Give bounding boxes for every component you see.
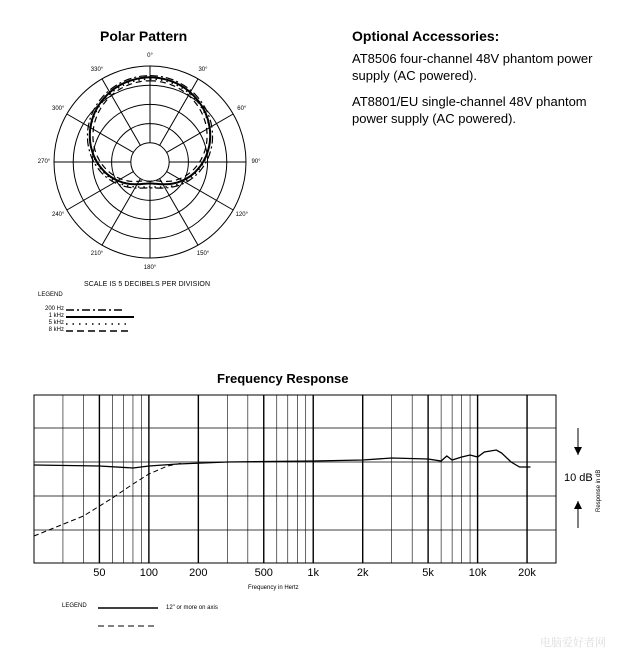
scale-arrow-down-icon	[574, 447, 582, 455]
x-tick-label: 200	[189, 567, 208, 579]
x-tick-label: 100	[139, 567, 159, 579]
response-curve-solid	[34, 450, 531, 468]
frequency-legend-title: LEGEND	[62, 603, 87, 609]
polar-legend-1khz-label: 1 kHz	[48, 313, 64, 319]
polar-angle-label: 330°	[90, 67, 104, 74]
polar-angle-label: 30°	[198, 67, 208, 74]
polar-angle-label: 210°	[90, 250, 104, 257]
polar-angle-label: 240°	[51, 212, 65, 218]
polar-legend-200hz-label: 200 Hz	[44, 306, 64, 312]
polar-angle-label: 120°	[235, 212, 249, 218]
polar-angle-label: 90°	[251, 159, 261, 165]
y-axis-label: Response in dB	[596, 469, 602, 512]
polar-legend-8khz-label: 8 kHz	[48, 327, 64, 333]
polar-angle-label: 180°	[143, 265, 157, 271]
accessory-item: AT8506 four-channel 48V phantom power supply (AC powered).	[352, 51, 593, 83]
polar-angle-label: 300°	[51, 106, 65, 112]
x-tick-label: 2k	[356, 567, 369, 579]
frequency-legend-solid-label: 12" or more on axis	[166, 605, 218, 611]
x-tick-label: 50	[93, 567, 106, 579]
accessory-item: AT8801/EU single-channel 48V phantom power supply (AC powered).	[352, 94, 587, 126]
polar-legend-title: LEGEND	[38, 292, 63, 298]
accessories-title: Optional Accessories:	[352, 28, 500, 44]
frequency-response-title: Frequency Response	[217, 371, 349, 386]
polar-angle-label: 150°	[196, 250, 210, 257]
polar-pattern-title: Polar Pattern	[100, 28, 188, 44]
x-tick-label: 5k	[422, 567, 434, 579]
polar-angle-label: 270°	[37, 159, 51, 165]
polar-legend-5khz-label: 5 kHz	[48, 320, 64, 326]
response-curve-dashed	[34, 463, 182, 536]
x-tick-label: 10k	[468, 567, 487, 579]
x-axis-label: Frequency in Hertz	[248, 585, 299, 591]
polar-scale-note: SCALE IS 5 DECIBELS PER DIVISION	[84, 281, 211, 288]
scale-10db-label: 10 dB	[564, 472, 593, 484]
watermark: 电脑爱好者网	[540, 637, 606, 649]
x-tick-label: 500	[254, 567, 273, 579]
x-tick-label: 20k	[518, 567, 536, 579]
x-tick-label: 1k	[307, 567, 320, 579]
polar-angle-label: 0°	[147, 53, 153, 59]
scale-arrow-up-icon	[574, 501, 582, 509]
polar-angle-label: 60°	[237, 106, 247, 112]
